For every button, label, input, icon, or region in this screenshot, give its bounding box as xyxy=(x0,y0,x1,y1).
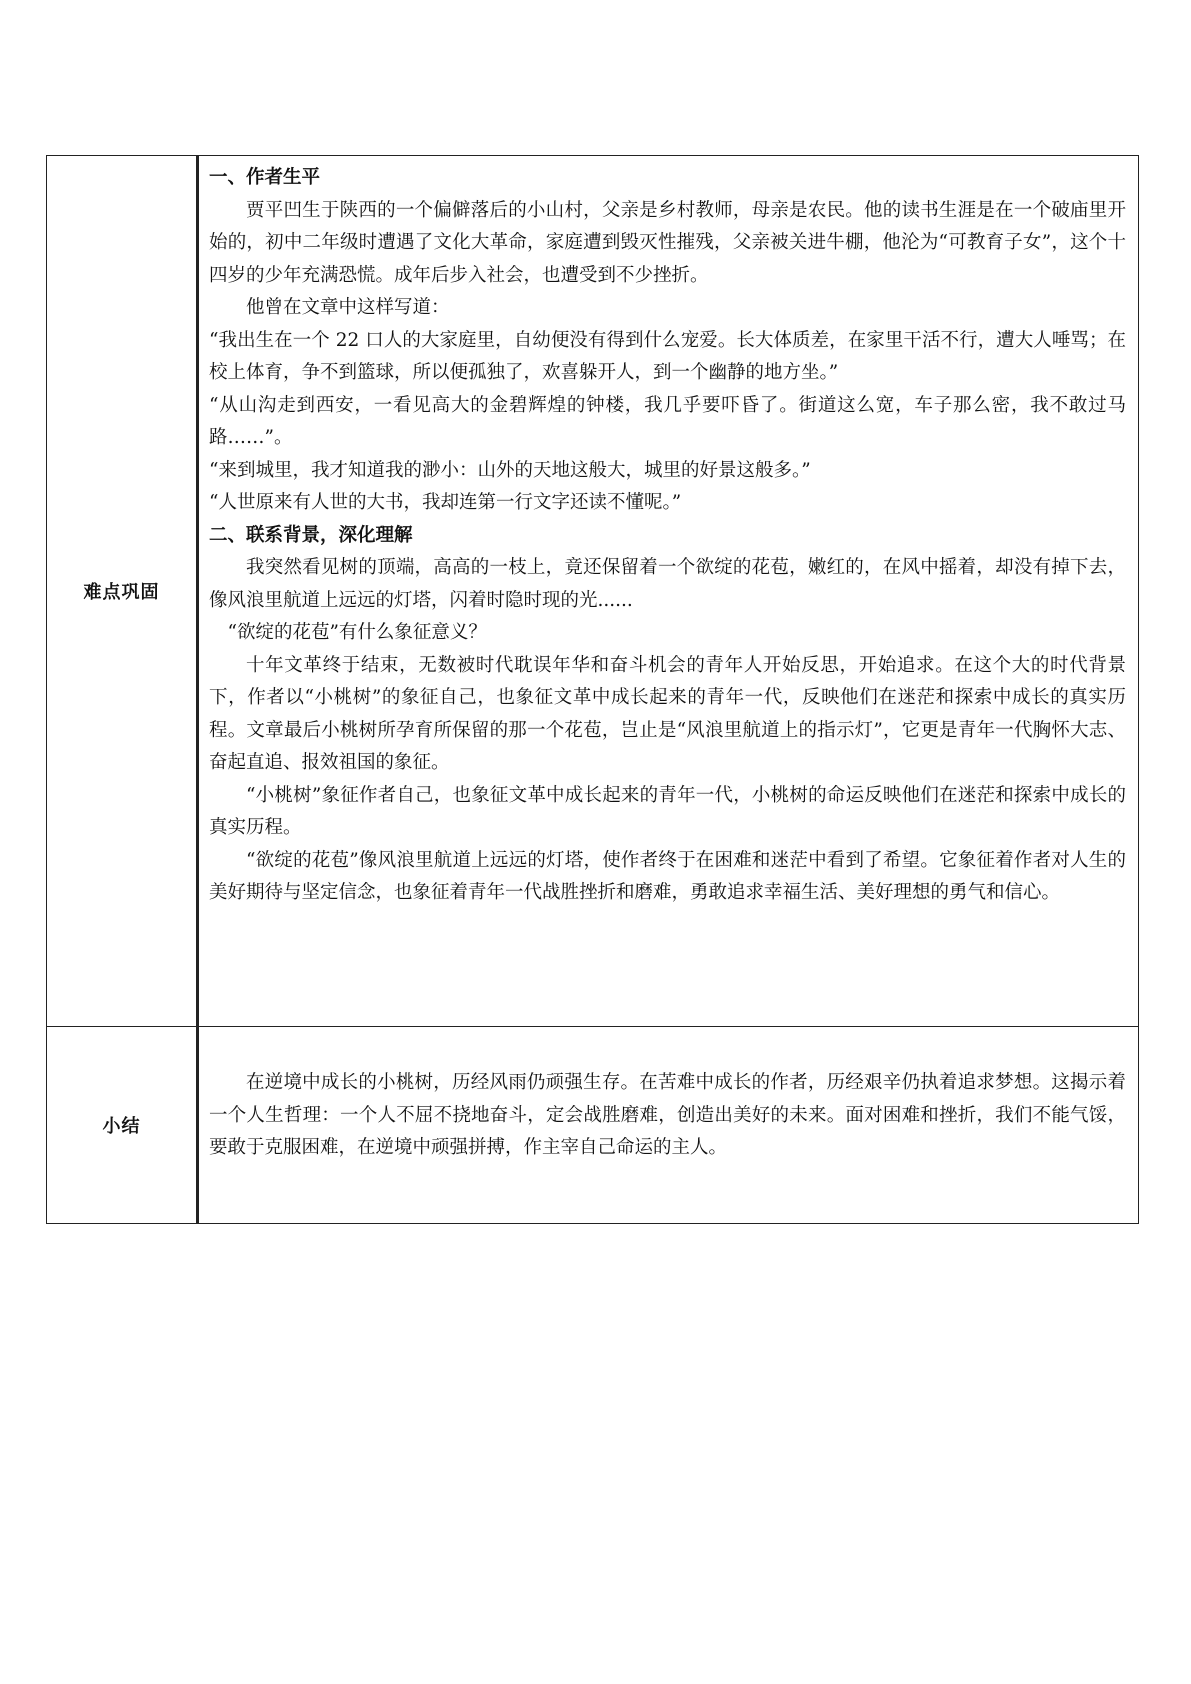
summary-paragraph: 在逆境中成长的小桃树，历经风雨仍顽强生存。在苦难中成长的作者，历经艰辛仍执着追求梦想。这揭示着一个人生哲理：一个人不屈不挠地奋斗，定会战胜磨难，创造出美好的未来。面对困难和挫折，我们不能气馁，要敢于克服困难，在逆境中顽强拼搏，作主宰自己命运的主人。 xyxy=(209,1072,1126,1158)
table-row-summary xyxy=(47,1027,1139,1224)
summary-content xyxy=(199,1027,1138,1173)
lesson-table xyxy=(46,155,1139,1224)
paragraph: “小桃树”象征作者自己，也象征文革中成长起来的青年一代，小桃树的命运反映他们在迷茫和探索中成长的真实历程。 xyxy=(209,784,1126,838)
row-content-difficulty xyxy=(198,156,1139,1027)
difficulty-content xyxy=(199,156,1138,918)
table-row-difficulty xyxy=(47,156,1139,1027)
paragraph: 贾平凹生于陕西的一个偏僻落后的小山村，父亲是乡村教师，母亲是农民。他的读书生涯是在一个破庙里开始的，初中二年级时遭遇了文化大革命，家庭遭到毁灭性摧残，父亲被关进牛棚，他沦为“可教育子女”，这个十四岁的少年充满恐慌。成年后步入社会，也遭受到不少挫折。 xyxy=(209,199,1126,286)
section-heading-background: 二、联系背景，深化理解 xyxy=(209,524,413,546)
paragraph: 我突然看见树的顶端，高高的一枝上，竟还保留着一个欲绽的花苞，嫩红的，在风中摇着，却没有掉下去，像风浪里航道上远远的灯塔，闪着时隐时现的光...... xyxy=(209,557,1126,611)
row-label-summary: 小结 xyxy=(47,1027,198,1224)
quote-paragraph: “从山沟走到西安，一看见高大的金碧辉煌的钟楼，我几乎要吓昏了。街道这么宽，车子那么密，我不敢过马路……”。 xyxy=(209,394,1126,448)
quote-paragraph: “人世原来有人世的大书，我却连第一行文字还读不懂呢。” xyxy=(209,492,682,513)
quote-paragraph: “我出生在一个 22 口人的大家庭里，自幼便没有得到什么宠爱。长大体质差，在家里干活不行，遭大人唾骂；在校上体育，争不到篮球，所以便孤独了，欢喜躲开人，到一个幽静的地方坐。” xyxy=(209,329,1126,383)
question-paragraph: “欲绽的花苞”有什么象征意义？ xyxy=(227,622,487,643)
paragraph: 他曾在文章中这样写道： xyxy=(246,297,450,318)
row-content-summary xyxy=(198,1027,1139,1224)
row-label-difficulty: 难点巩固 xyxy=(47,156,198,1027)
paragraph: 十年文革终于结束，无数被时代耽误年华和奋斗机会的青年人开始反思，开始追求。在这个大的时代背景下，作者以“小桃树”的象征自己，也象征文革中成长起来的青年一代，反映他们在迷茫和探索中成长的真实历程。文章最后小桃树所孕育所保留的那一个花苞，岂止是“风浪里航道上的指示灯”，它更是青年一代胸怀大志、奋起直追、报效祖国的象征。 xyxy=(209,654,1126,773)
section-heading-author-life: 一、作者生平 xyxy=(209,167,321,188)
quote-paragraph: “来到城里，我才知道我的渺小：山外的天地这般大，城里的好景这般多。” xyxy=(209,459,811,481)
paragraph: “欲绽的花苞”像风浪里航道上远远的灯塔，使作者终于在困难和迷茫中看到了希望。它象征着作者对人生的美好期待与坚定信念，也象征着青年一代战胜挫折和磨难，勇敢追求幸福生活、美好理想的勇气和信心。 xyxy=(209,849,1126,903)
